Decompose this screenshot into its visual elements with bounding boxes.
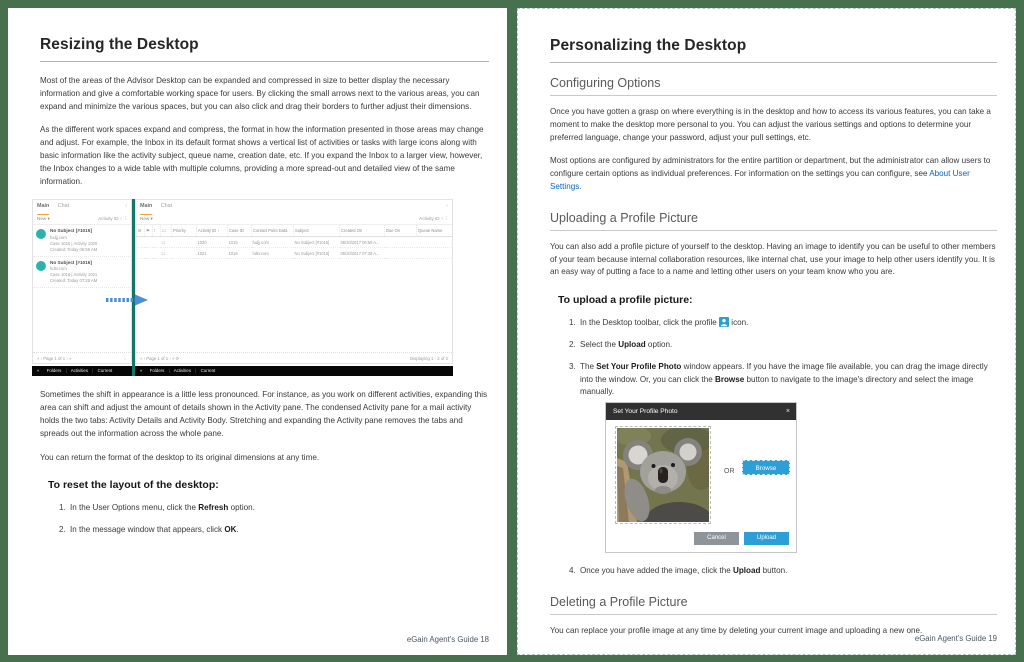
modal-title: Set Your Profile Photo: [613, 408, 678, 416]
activity-created: Created: Today 07:28 AM: [50, 278, 98, 284]
panel-toolbar: [33, 213, 131, 225]
koala-photo: [617, 428, 709, 522]
upload-button: Upload: [744, 532, 789, 545]
column-header: Queue Name: [417, 225, 453, 237]
footer-tab-activities: Activities: [70, 368, 89, 374]
page-title: Personalizing the Desktop: [550, 37, 997, 63]
cell-subject: No Subject [#1015]: [294, 237, 340, 248]
step-item: 2. In the message window that appears, click OK.: [68, 524, 489, 537]
new-button: New ▾: [140, 216, 153, 222]
paragraph: Most options are configured by administrators for the entire partition or department, but the administrator can allow users to configure certain options as individual preferences. For information on the settings you can configure, see About User Settings.: [550, 156, 991, 191]
column-header: Priority: [172, 225, 197, 237]
activity-case-info: Case 1016 | Activity 1021: [50, 272, 98, 278]
tab-main: Main: [140, 200, 152, 215]
footer-tab-current: Current: [200, 368, 216, 374]
procedure-steps: [550, 317, 997, 578]
paragraph: You can replace your profile image at any time by deleting your current image and uploading a new one.: [550, 625, 923, 635]
profile-photo-preview: [615, 426, 711, 524]
column-header: Due On: [385, 225, 417, 237]
page-18: [8, 8, 507, 655]
column-header: Created On: [340, 225, 385, 237]
checkbox-icon: ☐: [161, 225, 172, 237]
sort-control: [98, 213, 128, 224]
footer-tab-current: Current: [97, 368, 113, 374]
chevron-left-icon: «: [140, 368, 143, 374]
page-19: [517, 8, 1016, 655]
footer-tab-folders: Folders: [46, 368, 62, 374]
section-heading-uploading-profile-picture: Uploading a Profile Picture: [550, 211, 997, 231]
cell-queue: [417, 237, 453, 248]
kebab-icon: ⋮: [444, 216, 449, 222]
tab-chat: Chat: [160, 203, 173, 210]
page-title: Resizing the Desktop: [40, 36, 489, 62]
sort-control: [419, 213, 449, 224]
cell-due: [385, 237, 417, 248]
cell-contact: hdtv.com: [252, 248, 294, 259]
collapse-icon: ‹: [446, 203, 448, 210]
close-icon: ×: [785, 408, 790, 416]
step-item: 1. In the Desktop toolbar, click the profile icon.: [578, 317, 997, 330]
cell-activity-id: 1021: [197, 248, 228, 259]
cell-subject: No Subject [#1016]: [294, 248, 340, 259]
browse-button: Browse: [742, 460, 790, 475]
activity-subject: No Subject [#1016]: [50, 259, 92, 265]
inbox-list-panel: [32, 199, 132, 364]
list-item: [33, 225, 131, 257]
page-footer: eGain Agent's Guide 19: [914, 634, 997, 643]
chevron-left-icon: «: [37, 368, 40, 374]
about-user-settings-link[interactable]: About User Settings.: [550, 169, 970, 191]
new-button: New ▾: [37, 216, 50, 222]
activity-subject: No Subject [#1015]: [50, 228, 92, 234]
modal-titlebar: [606, 403, 796, 420]
cell-created: 06/20/2017 06:59 A...: [340, 237, 385, 248]
kebab-icon: ⋮: [122, 356, 127, 362]
tab-main: Main: [37, 200, 49, 215]
section-heading-configuring-options: Configuring Options: [550, 76, 997, 96]
inbox-table: [136, 225, 452, 259]
paragraph: As the different work spaces expand and compress, the format in how the information presented in those areas may change and adjust. For example, the Inbox in its default format shows a vertical list of activities or tasks with large icons along with basic information like the activity subject, queue name, creation date, etc. If you expand the Inbox to a larger view, however, the Inbox changes to a wide table with multiple columns, providing a more spread-out and detailed view of the same information.: [40, 125, 484, 186]
paragraph: You can return the format of the desktop to its original dimensions at any time.: [40, 452, 320, 462]
procedure-heading: To reset the layout of the desktop:: [48, 479, 219, 492]
collapse-icon: ‹: [125, 203, 127, 210]
step-item: 4. Once you have added the image, click the Upload button.: [578, 565, 997, 578]
cell-queue: [417, 248, 453, 259]
cell-contact: fudjj.com: [252, 237, 294, 248]
table-row: [137, 237, 453, 248]
procedure-heading: To upload a profile picture:: [558, 294, 693, 307]
column-header: Case ID: [228, 225, 252, 237]
paragraph: Most of the areas of the Advisor Desktop can be expanded and compressed in size to better display the necessary information and give a comfortable working space for users. By clicking the small arrows next to the various areas, you can expand and minimize the various spaces, but you can also click and drag their borders to further adjust their dimensions.: [40, 76, 480, 111]
folder-bar: « Folders | Activities | Current: [32, 366, 132, 376]
cell-case-id: 1016: [228, 248, 252, 259]
step-item: 1. In the User Options menu, click the Refresh option.: [68, 502, 489, 515]
flag-icon: ⚑: [145, 225, 153, 237]
activity-contact: hdtv.com: [50, 266, 67, 272]
pagination-text: « ‹ Page 1 of 1 › » ⟳: [140, 356, 180, 362]
pagination-bar: [33, 352, 131, 363]
kebab-icon: ⋮: [123, 216, 128, 222]
panel-toolbar: [136, 213, 452, 225]
displaying-count: Displaying 1 - 2 of 2: [410, 356, 448, 362]
paragraph: Once you have gotten a grasp on where everything is in the desktop and how to access its various features, you can take a moment to make the desktop more personal to you. You can adjust the various settings and options to determine your preferred language, change your password, adjust your pull settings, etc.: [550, 107, 991, 142]
cell-activity-id: 1020: [197, 237, 228, 248]
sort-label: Activity ID ↑: [419, 216, 444, 222]
section-heading-deleting-profile-picture: Deleting a Profile Picture: [550, 595, 997, 615]
footer-tab-folders: Folders: [149, 368, 165, 374]
pagination-bar: [136, 352, 452, 363]
profile-icon: [719, 317, 729, 327]
cell-due: [385, 248, 417, 259]
tab-chat: Chat: [57, 203, 70, 210]
column-header: Contact Point Data: [252, 225, 294, 237]
paragraph: You can also add a profile picture of yourself to the desktop. Having an image to identify you can be useful to other members of your team because internal collaboration resources, like internal chat, use your image to help other users identify you. It is an easy way of putting a face to a name and letting other users on your team know who you are.: [550, 241, 996, 277]
row-checkbox: ☐: [161, 248, 172, 259]
cell-case-id: 1015: [228, 237, 252, 248]
avatar: [36, 261, 46, 271]
procedure-steps: [40, 502, 489, 537]
resize-arrow-icon: [105, 294, 149, 306]
paragraph: Sometimes the shift in appearance is a little less pronounced. For instance, as you work on different activities, expanding this area can shift and adjust the amount of details shown in the Activity pane. The condensed Activity pane for a mail activity holds the two tabs: Activity Details and Activity Body. Stretching and expanding the Activity pane removes the tabs and spreads out the information across the whole pane.: [40, 390, 488, 438]
set-profile-photo-modal-screenshot: [605, 402, 797, 553]
pagination-text: « ‹ Page 1 of 1 › »: [37, 356, 72, 362]
cell-created: 06/20/2017 07:28 A...: [340, 248, 385, 259]
activity-contact: fudjj.com: [50, 234, 67, 240]
list-item: [33, 257, 131, 289]
page-footer: eGain Agent's Guide 18: [406, 635, 489, 644]
mail-type-icon: ✉: [137, 225, 145, 237]
cancel-button: Cancel: [694, 532, 739, 545]
priority-icon: !: [153, 225, 161, 237]
folder-bar: « Folders | Activities | Current: [135, 366, 453, 376]
row-checkbox: ☐: [161, 237, 172, 248]
step-item: 3. The Set Your Profile Photo window appears. If you have the image file available, you can drag the image directly into the window. Or, you can click the Browse button to navigate to the image's directory and select the image manually. Set Your Profile Photo × OR Browse Cancel Upload: [578, 361, 997, 553]
table-row: [137, 248, 453, 259]
panel-tabs: [136, 200, 452, 213]
column-header: Activity ID ↑: [197, 225, 228, 237]
sort-label: Activity ID ↑: [98, 216, 123, 222]
panel-tabs: [33, 200, 131, 213]
inbox-table-panel: [135, 199, 453, 364]
activity-case-info: Case 1015 | Activity 1020: [50, 240, 98, 246]
footer-tab-activities: Activities: [173, 368, 192, 374]
avatar: [36, 229, 46, 239]
activity-created: Created: Today 06:59 AM: [50, 246, 98, 252]
or-label: OR: [724, 468, 735, 476]
step-item: 2. Select the Upload option.: [578, 339, 997, 352]
inbox-resize-screenshot: [32, 199, 453, 377]
column-header: Subject: [294, 225, 340, 237]
